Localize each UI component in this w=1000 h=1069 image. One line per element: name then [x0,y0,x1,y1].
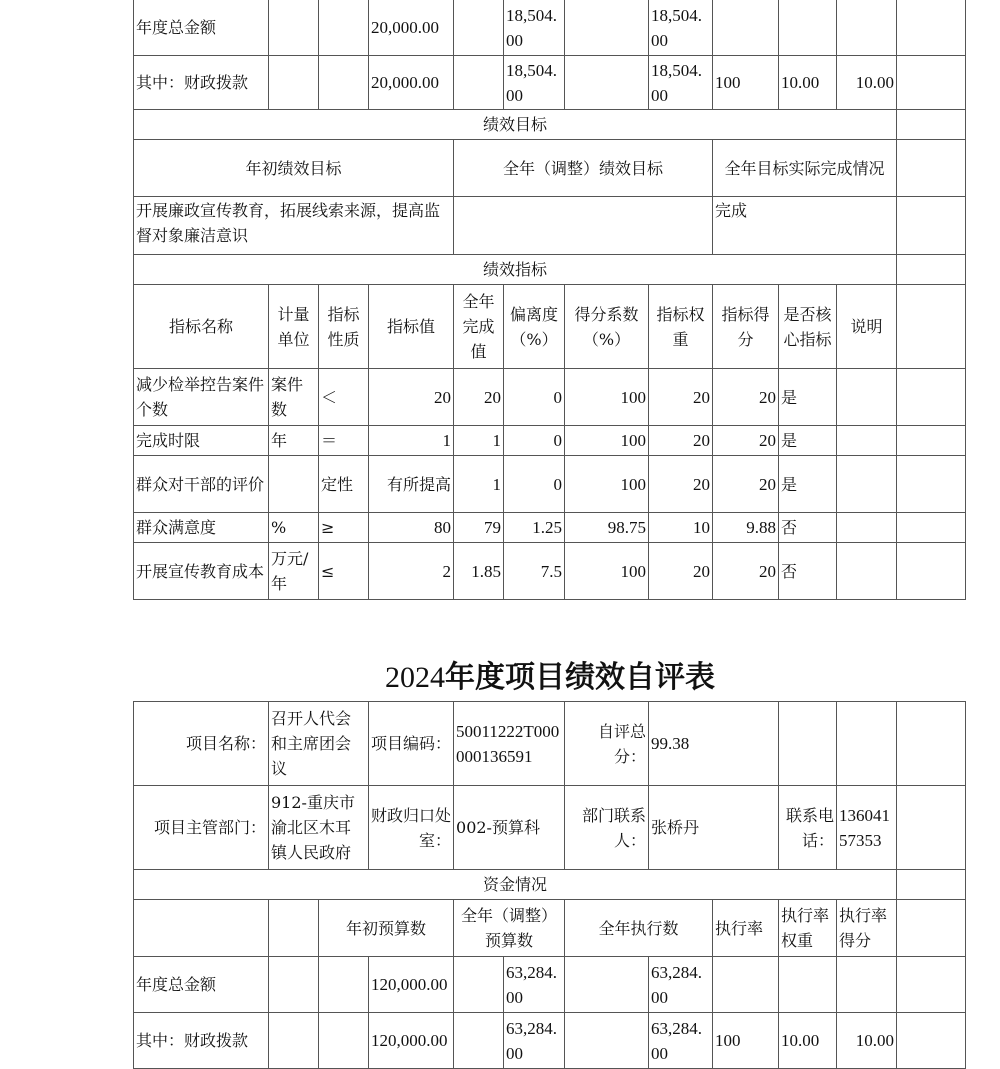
indicator-header-row [134,285,966,369]
rate-weight [779,0,837,56]
funds-header-adjusted: 全年（调整）预算数 [454,900,565,957]
indicator-coef: 100 [565,369,649,426]
indicator-deviation: 0 [504,456,565,513]
rate-score: 10.00 [837,56,897,110]
table-row [134,0,966,56]
initial-budget: 20,000.00 [369,0,454,56]
section-title-text: 年度项目绩效自评表 [445,660,715,695]
goal-initial: 开展廉政宣传教育，拓展线索来源，提高监督对象廉洁意识 [134,197,454,255]
header-cell: 是否核心指标 [779,285,837,369]
indicator-deviation: 0 [504,369,565,426]
indicator-coef: 100 [565,456,649,513]
contact-label: 部门联系人： [565,786,649,870]
indicator-actual: 1.85 [454,543,504,600]
indicator-nature: ＜ [319,369,369,426]
indicator-note [837,513,897,543]
initial-budget: 120,000.00 [369,957,454,1013]
adjusted-budget: 63,284.00 [504,1013,565,1069]
funds-header-weight: 执行率权重 [779,900,837,957]
indicator-score: 9.88 [713,513,779,543]
indicator-target: 有所提高 [369,456,454,513]
goal-header-actual: 全年目标实际完成情况 [713,140,897,197]
indicator-core: 否 [779,543,837,600]
self-score: 99.38 [649,702,779,786]
perf-goals-title: 绩效目标 [134,110,897,140]
indicator-target: 20 [369,369,454,426]
row-label: 其中：财政拨款 [134,1013,269,1069]
indicator-deviation: 0 [504,426,565,456]
funds-header-rate: 执行率 [713,900,779,957]
indicator-actual: 20 [454,369,504,426]
performance-table-2 [133,701,966,1069]
indicator-core: 是 [779,456,837,513]
executed-amount: 63,284.00 [649,1013,713,1069]
header-cell: 偏离度（%） [504,285,565,369]
indicator-score: 20 [713,426,779,456]
indicator-coef: 100 [565,426,649,456]
goal-header-initial: 年初绩效目标 [134,140,454,197]
project-name-label: 项目名称： [134,702,269,786]
header-cell: 指标值 [369,285,454,369]
header-cell: 说明 [837,285,897,369]
indicator-row [134,513,966,543]
indicator-unit [269,456,319,513]
rate-score [837,0,897,56]
self-score-label: 自评总分： [565,702,649,786]
phone-label: 联系电话： [779,786,837,870]
row-label: 年度总金额 [134,0,269,56]
indicator-note [837,369,897,426]
indicator-score: 20 [713,369,779,426]
project-code-label: 项目编码： [369,702,454,786]
header-cell: 指标得分 [713,285,779,369]
adjusted-budget: 63,284.00 [504,957,565,1013]
rate-weight [779,957,837,1013]
indicator-deviation: 1.25 [504,513,565,543]
header-cell: 全年完成值 [454,285,504,369]
indicator-row [134,369,966,426]
funds-title: 资金情况 [134,870,897,900]
indicator-name: 完成时限 [134,426,269,456]
indicator-actual: 79 [454,513,504,543]
rate-score: 10.00 [837,1013,897,1069]
indicator-score: 20 [713,543,779,600]
indicator-name: 群众满意度 [134,513,269,543]
header-cell: 指标性质 [319,285,369,369]
indicator-nature: ＝ [319,426,369,456]
indicator-name: 减少检举控告案件个数 [134,369,269,426]
table-row [134,56,966,110]
row-label: 其中：财政拨款 [134,56,269,110]
indicator-nature: ≤ [319,543,369,600]
performance-table-1 [133,0,966,600]
indicator-actual: 1 [454,456,504,513]
indicator-coef: 100 [565,543,649,600]
indicator-core: 否 [779,513,837,543]
indicator-actual: 1 [454,426,504,456]
indicator-name: 开展宣传教育成本 [134,543,269,600]
execution-rate [713,0,779,56]
indicator-core: 是 [779,369,837,426]
section-title [0,652,1000,696]
rate-score [837,957,897,1013]
table-row [134,957,966,1013]
goal-adjusted [454,197,713,255]
indicator-unit: 案件数 [269,369,319,426]
funds-header-score: 执行率得分 [837,900,897,957]
header-cell: 指标权重 [649,285,713,369]
phone: 13604157353 [837,786,897,870]
contact: 张桥丹 [649,786,779,870]
goal-actual: 完成 [713,197,897,255]
indicator-target: 2 [369,543,454,600]
indicator-unit: 年 [269,426,319,456]
indicator-target: 80 [369,513,454,543]
indicator-weight: 20 [649,426,713,456]
funds-header-executed: 全年执行数 [565,900,713,957]
dept: 912-重庆市渝北区木耳镇人民政府 [269,786,369,870]
header-cell: 指标名称 [134,285,269,369]
indicator-weight: 20 [649,369,713,426]
section-title-year: 2024 [385,661,445,694]
indicator-score: 20 [713,456,779,513]
funds-header-row [134,900,966,957]
indicator-core: 是 [779,426,837,456]
header-cell: 得分系数（%） [565,285,649,369]
indicator-unit: 万元/年 [269,543,319,600]
indicator-weight: 10 [649,513,713,543]
header-cell: 计量单位 [269,285,319,369]
indicator-row [134,456,966,513]
indicator-note [837,426,897,456]
goal-header-adjusted: 全年（调整）绩效目标 [454,140,713,197]
indicator-unit: % [269,513,319,543]
executed-amount: 18,504.00 [649,0,713,56]
adjusted-budget: 18,504.00 [504,56,565,110]
indicator-row [134,426,966,456]
dept-label: 项目主管部门： [134,786,269,870]
finance-office-label: 财政归口处室： [369,786,454,870]
initial-budget: 20,000.00 [369,56,454,110]
indicator-deviation: 7.5 [504,543,565,600]
initial-budget: 120,000.00 [369,1013,454,1069]
rate-weight: 10.00 [779,1013,837,1069]
execution-rate [713,957,779,1013]
finance-office: 002-预算科 [454,786,565,870]
execution-rate: 100 [713,1013,779,1069]
project-name: 召开人代会和主席团会议 [269,702,369,786]
adjusted-budget: 18,504.00 [504,0,565,56]
rate-weight: 10.00 [779,56,837,110]
indicator-nature: 定性 [319,456,369,513]
execution-rate: 100 [713,56,779,110]
indicator-note [837,543,897,600]
indicator-row [134,543,966,600]
indicator-coef: 98.75 [565,513,649,543]
indicator-weight: 20 [649,456,713,513]
funds-header-initial: 年初预算数 [319,900,454,957]
table-row [134,1013,966,1069]
executed-amount: 18,504.00 [649,56,713,110]
indicators-title: 绩效指标 [134,255,897,285]
indicator-nature: ≥ [319,513,369,543]
indicator-name: 群众对干部的评价 [134,456,269,513]
project-code: 50011222T000000136591 [454,702,565,786]
row-label: 年度总金额 [134,957,269,1013]
indicator-weight: 20 [649,543,713,600]
indicator-target: 1 [369,426,454,456]
indicator-note [837,456,897,513]
executed-amount: 63,284.00 [649,957,713,1013]
